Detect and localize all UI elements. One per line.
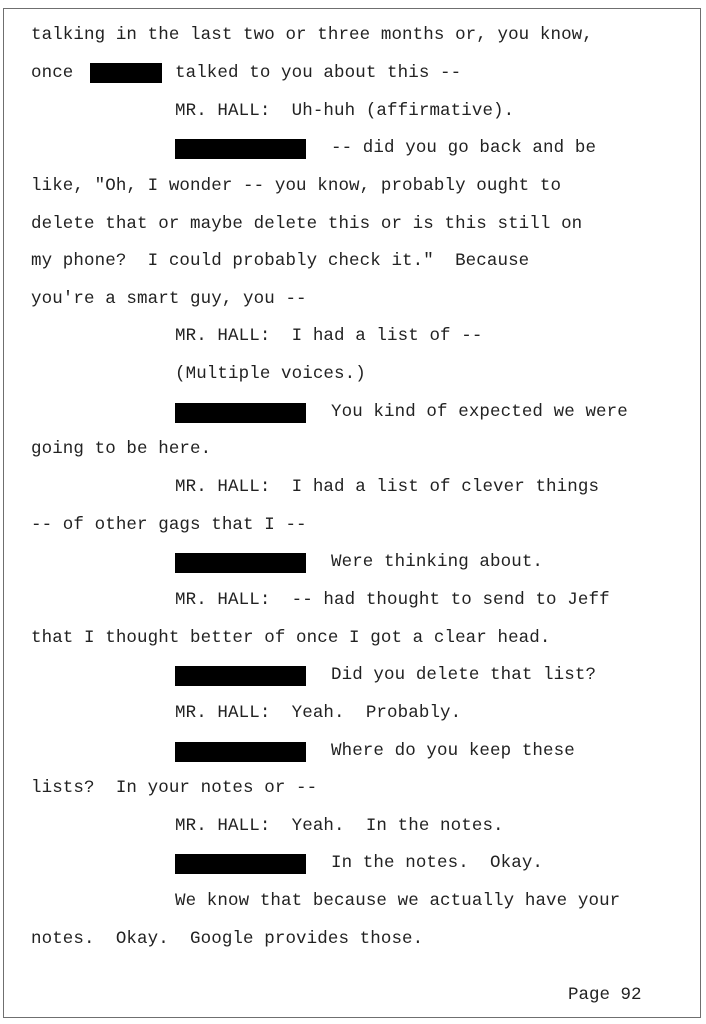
transcript-line: -- of other gags that I -- <box>31 515 307 535</box>
page-number: Page 92 <box>568 985 642 1005</box>
speaker-line: MR. HALL: Yeah. In the notes. <box>175 816 504 836</box>
transcript-line: In the notes. Okay. <box>331 853 544 873</box>
transcript-line: Were thinking about. <box>331 552 544 572</box>
transcript-line: Did you delete that list? <box>331 665 597 685</box>
stage-note: (Multiple voices.) <box>175 364 366 384</box>
transcript-line: like, "Oh, I wonder -- you know, probably ought to <box>31 176 562 196</box>
transcript-line: going to be here. <box>31 439 212 459</box>
transcript-line: lists? In your notes or -- <box>31 778 318 798</box>
redaction-box <box>175 139 306 159</box>
redaction-box <box>175 666 306 686</box>
transcript-line: notes. Okay. Google provides those. <box>31 929 424 949</box>
speaker-line: MR. HALL: I had a list of -- <box>175 326 483 346</box>
transcript-line: delete that or maybe delete this or is this still on <box>31 214 583 234</box>
redaction-box <box>175 854 306 874</box>
transcript-line: -- did you go back and be <box>331 138 597 158</box>
transcript-line: You kind of expected we were <box>331 402 628 422</box>
redaction-box <box>175 742 306 762</box>
redaction-box <box>175 403 306 423</box>
transcript-line: you're a smart guy, you -- <box>31 289 307 309</box>
speaker-line: MR. HALL: I had a list of clever things <box>175 477 600 497</box>
speaker-line: MR. HALL: Yeah. Probably. <box>175 703 462 723</box>
speaker-line: MR. HALL: -- had thought to send to Jeff <box>175 590 610 610</box>
transcript-line: talking in the last two or three months or, you know, <box>31 25 593 45</box>
transcript-line: my phone? I could probably check it." Because <box>31 251 530 271</box>
transcript-line: once <box>31 63 74 83</box>
transcript-line: talked to you about this -- <box>175 63 462 83</box>
transcript-line: that I thought better of once I got a clear head. <box>31 628 551 648</box>
redaction-box <box>175 553 306 573</box>
transcript-line: We know that because we actually have your <box>175 891 621 911</box>
speaker-line: MR. HALL: Uh-huh (affirmative). <box>175 101 515 121</box>
redaction-box <box>90 63 162 83</box>
transcript-line: Where do you keep these <box>331 741 575 761</box>
